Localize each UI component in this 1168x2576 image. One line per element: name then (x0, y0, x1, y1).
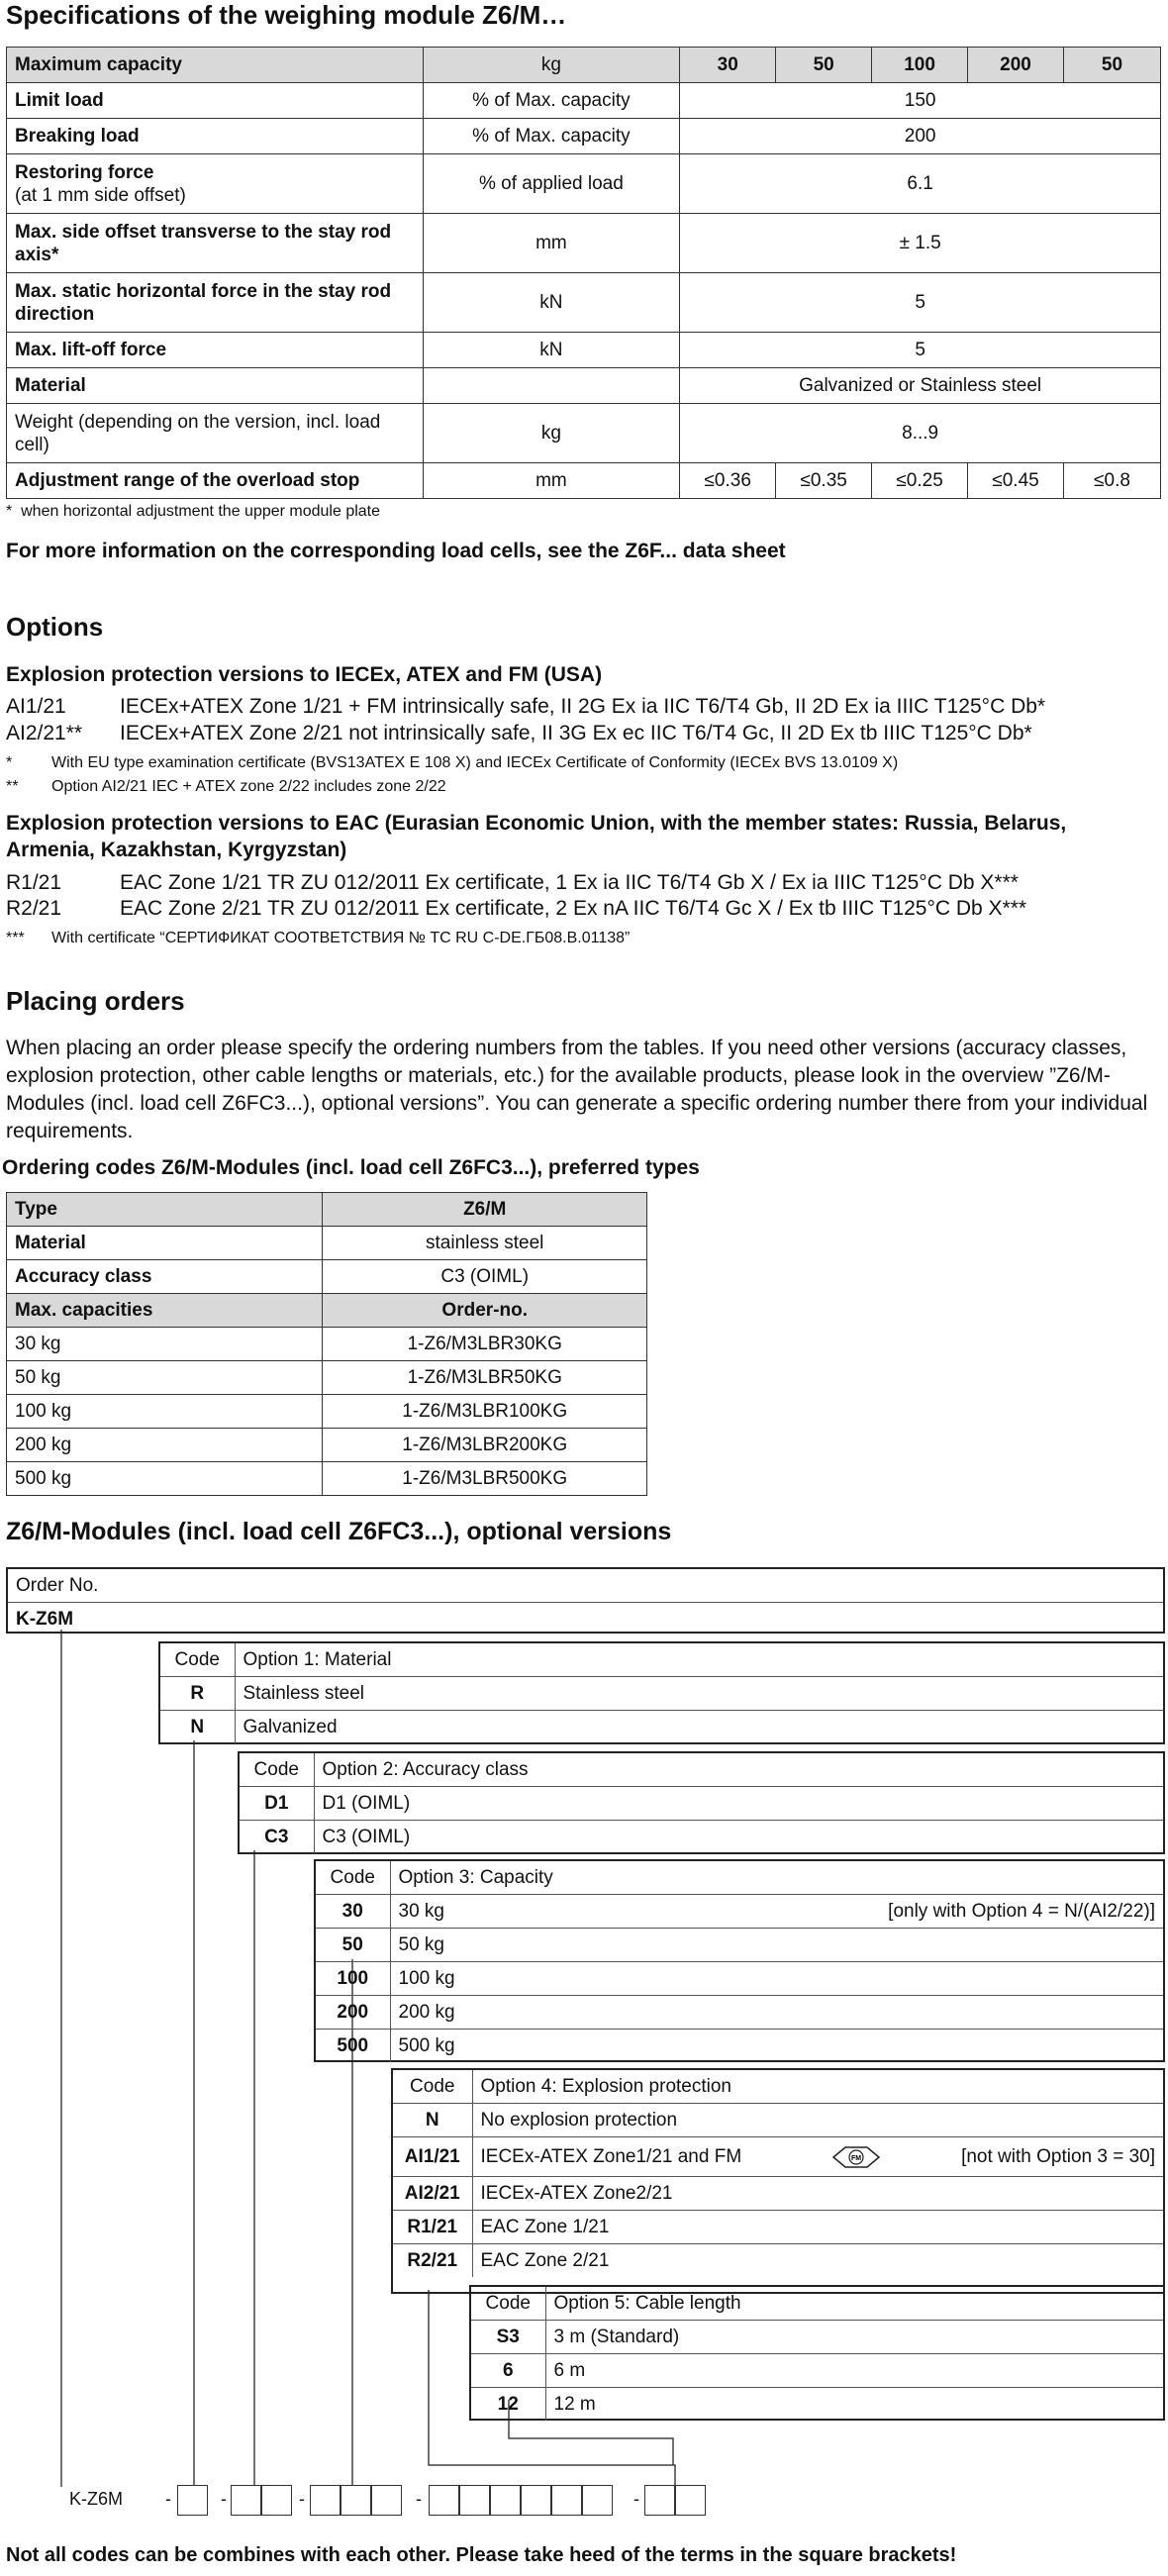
option-text: IECEx-ATEX Zone1/21 and FM (480, 2145, 742, 2167)
option-code: 100 (316, 1962, 390, 1996)
spec-label: Maximum capacity (7, 48, 424, 83)
note-text: With certificate “СЕРТИФИКАТ СООТВЕТСТВИЯ № ТС RU C-DE.ГБ08.B.01138” (51, 930, 631, 946)
order-cell: 1-Z6/M3LBR500KG (323, 1462, 647, 1496)
spec-unit: kN (423, 333, 680, 368)
option-code: D1 (240, 1787, 314, 1821)
cap-cell: 30 kg (7, 1328, 323, 1361)
spec-value: 5 (680, 333, 1161, 368)
cap-cell: 100 kg (7, 1395, 323, 1429)
order-label: Order-no. (323, 1294, 647, 1328)
spec-unit: mm (423, 463, 680, 499)
option-text: EAC Zone 1/21 (472, 2211, 1163, 2244)
option-code: 500 (316, 2030, 390, 2063)
option-text: IECEx+ATEX Zone 1/21 + FM intrinsically safe, II 2G Ex ia IIC T6/T4 Gb, II 2D Ex ia IIIC T125°C Db* (120, 695, 1046, 718)
builder-slot-ex-3[interactable] (490, 2485, 521, 2516)
option-note: [only with Option 4 = N/(AI2/22)] (888, 1900, 1155, 1922)
note-star: * (6, 754, 13, 771)
builder-label: K-Z6M (69, 2489, 123, 2509)
spec-value: ≤0.45 (968, 463, 1064, 499)
option-note: [not with Option 3 = 30] (961, 2145, 1155, 2167)
option4-box (391, 2068, 1165, 2294)
option-text: C3 (OIML) (314, 1821, 1163, 1854)
footnote-text: when horizontal adjustment the upper module plate (21, 503, 381, 520)
spec-label: Breaking load (7, 119, 424, 154)
note-star: *** (6, 930, 25, 946)
option-code: C3 (240, 1821, 314, 1854)
builder-slot-cable-2[interactable] (675, 2485, 706, 2516)
option5-title: Option 5: Cable length (545, 2287, 1163, 2321)
code-header: Code (160, 1643, 235, 1677)
option2-title: Option 2: Accuracy class (314, 1753, 1163, 1787)
option-text: 100 kg (390, 1962, 1163, 1996)
spec-unit: % of Max. capacity (423, 119, 680, 154)
spec-unit: mm (423, 214, 680, 273)
builder-slot-ex-5[interactable] (551, 2485, 582, 2516)
builder-slot-accuracy-2[interactable] (261, 2485, 292, 2516)
iecex-title: Explosion protection versions to IECEx, ATEX and FM (USA) (6, 663, 603, 686)
spec-value: 30 (680, 48, 776, 83)
order-cell: 1-Z6/M3LBR100KG (323, 1395, 647, 1429)
spec-value: 150 (680, 83, 1161, 119)
option-code: AI2/21** (6, 722, 83, 744)
option-code: AI1/21 (393, 2137, 472, 2177)
option-text: EAC Zone 2/21 TR ZU 012/2011 Ex certificate, 2 Ex nA IIC T6/T4 Gc X / Ex tb IIIC T125°C Db X*** (120, 897, 1027, 920)
option-code: R2/21 (393, 2244, 472, 2278)
builder-slot-ex-6[interactable] (582, 2485, 613, 2516)
spec-value: ≤0.25 (872, 463, 968, 499)
builder-slot-capacity-2[interactable] (341, 2485, 371, 2516)
order-cell: 1-Z6/M3LBR30KG (323, 1328, 647, 1361)
material-label: Material (7, 1227, 323, 1260)
spec-title: Specifications of the weighing module Z6/M… (6, 0, 567, 30)
builder-slot-capacity-1[interactable] (310, 2485, 341, 2516)
builder-slot-ex-4[interactable] (521, 2485, 551, 2516)
spec-value: 100 (872, 48, 968, 83)
type-value: Z6/M (323, 1193, 647, 1227)
option-code: 200 (316, 1996, 390, 2030)
spec-label: Restoring force (15, 161, 154, 183)
option-text: 12 m (545, 2388, 1163, 2422)
code-header: Code (240, 1753, 314, 1787)
option1-box (158, 1641, 1165, 1744)
optional-title: Z6/M-Modules (incl. load cell Z6FC3...), optional versions (6, 1518, 672, 1545)
option-code: R2/21 (6, 897, 62, 920)
option-code: S3 (471, 2321, 545, 2354)
material-value: stainless steel (323, 1227, 647, 1260)
option-text: IECEx-ATEX Zone2/21 (472, 2177, 1163, 2211)
fm-approval-icon (831, 2145, 881, 2175)
builder-dash: - (165, 2489, 171, 2509)
order-prefix: K-Z6M (8, 1603, 1163, 1636)
option-code: R (160, 1677, 235, 1711)
spec-unit: kg (423, 404, 680, 463)
option2-box (238, 1751, 1165, 1854)
spec-unit: % of applied load (423, 154, 680, 214)
fm-mark-text: FM (850, 2155, 861, 2162)
spec-value: 8...9 (680, 404, 1161, 463)
spec-label: Max. side offset transverse to the stay rod axis* (7, 214, 424, 273)
cap-cell: 500 kg (7, 1462, 323, 1496)
spec-label: Max. static horizontal force in the stay rod direction (7, 273, 424, 333)
more-info: For more information on the corresponding load cells, see the Z6F... data sheet (6, 540, 786, 562)
option-code: R1/21 (6, 871, 62, 894)
spec-label: Adjustment range of the overload stop (7, 463, 424, 499)
note-star: ** (6, 778, 19, 795)
cap-cell: 50 kg (7, 1361, 323, 1395)
spec-label: Material (7, 368, 424, 404)
option-text: IECEx+ATEX Zone 2/21 not intrinsically safe, II 3G Ex ec IIC T6/T4 Gc, II 2D Ex tb IIIC T125°C Db* (120, 722, 1032, 744)
spec-label: Weight (depending on the version, incl. load cell) (7, 404, 424, 463)
builder-slot-ex-2[interactable] (459, 2485, 490, 2516)
spec-unit: kN (423, 273, 680, 333)
builder-slot-cable-1[interactable] (644, 2485, 675, 2516)
builder-slot-material[interactable] (177, 2485, 208, 2516)
type-label: Type (7, 1193, 323, 1227)
option-code: R1/21 (393, 2211, 472, 2244)
option-text-cell (472, 2137, 1163, 2177)
spec-value: Galvanized or Stainless steel (680, 368, 1161, 404)
spec-value: ≤0.36 (680, 463, 776, 499)
option-text: 30 kg (398, 1900, 444, 1922)
note-text: With EU type examination certificate (BVS13ATEX E 108 X) and IECEx Certificate of Conformity (IECEx BVS 13.0109 X) (51, 754, 899, 771)
accuracy-label: Accuracy class (7, 1260, 323, 1294)
note-text: Option AI2/21 IEC + ATEX zone 2/22 includes zone 2/22 (51, 778, 446, 795)
options-title: Options (6, 612, 104, 642)
builder-dash: - (416, 2489, 422, 2509)
spec-value: ≤0.35 (776, 463, 872, 499)
spec-label: Max. lift-off force (7, 333, 424, 368)
builder-dash: - (221, 2489, 227, 2509)
builder-slot-capacity-3[interactable] (371, 2485, 402, 2516)
option-text: EAC Zone 2/21 (472, 2244, 1163, 2278)
placing-text: When placing an order please specify the ordering numbers from the tables. If you need other versions (accuracy classes, explosion protection, other cable lengths or materials, etc.) for the available products, please look in the overview ”Z6/M-Modules (incl. load cell Z6FC3...), optional versions”. You can generate a specific ordering number there from your individual requirements. (6, 1037, 1148, 1142)
spec-unit: kg (423, 48, 680, 83)
option3-title: Option 3: Capacity (390, 1861, 1163, 1895)
accuracy-value: C3 (OIML) (323, 1260, 647, 1294)
spec-value: ≤0.8 (1064, 463, 1161, 499)
code-header: Code (393, 2070, 472, 2104)
spec-value: 200 (968, 48, 1064, 83)
spec-unit: % of Max. capacity (423, 83, 680, 119)
option4-title: Option 4: Explosion protection (472, 2070, 1163, 2104)
option-text: 3 m (Standard) (545, 2321, 1163, 2354)
order-no-label: Order No. (8, 1569, 1163, 1603)
builder-slot-ex-1[interactable] (429, 2485, 459, 2516)
builder-dash: - (299, 2489, 305, 2509)
option-text: D1 (OIML) (314, 1787, 1163, 1821)
eac-title: Explosion protection versions to EAC (Eurasian Economic Union, with the member states: Russia, Belarus, Armenia, Kazakhstan, Kyrgyzstan) (6, 812, 1067, 861)
option3-box (314, 1859, 1165, 2062)
spec-value: 200 (680, 119, 1161, 154)
option-text: No explosion protection (472, 2104, 1163, 2137)
code-header: Code (316, 1861, 390, 1895)
spec-value: 50 (776, 48, 872, 83)
spec-value: 50 (1064, 48, 1161, 83)
option1-title: Option 1: Material (235, 1643, 1163, 1677)
option-text: 500 kg (390, 2030, 1163, 2063)
builder-dash: - (633, 2489, 639, 2509)
cap-cell: 200 kg (7, 1429, 323, 1462)
option-text: 6 m (545, 2354, 1163, 2388)
code-header: Code (471, 2287, 545, 2321)
option-text: EAC Zone 1/21 TR ZU 012/2011 Ex certificate, 1 Ex ia IIC T6/T4 Gb X / Ex ia IIIC T125°C Db X*** (120, 871, 1019, 894)
option-text-cell (390, 1895, 1163, 1929)
compatibility-warning: Not all codes can be combines with each other. Please take heed of the terms in the square brackets! (6, 2544, 957, 2566)
spec-value: 5 (680, 273, 1161, 333)
option-text: 200 kg (390, 1996, 1163, 2030)
preferred-title: Ordering codes Z6/M-Modules (incl. load cell Z6FC3...), preferred types (2, 1156, 700, 1179)
footnote-star: * (6, 503, 13, 520)
order-cell: 1-Z6/M3LBR200KG (323, 1429, 647, 1462)
option-code: N (393, 2104, 472, 2137)
option-text: Galvanized (235, 1711, 1163, 1744)
spec-sublabel: (at 1 mm side offset) (15, 184, 186, 206)
option-code: N (160, 1711, 235, 1744)
option-code: AI2/21 (393, 2177, 472, 2211)
option-text: 50 kg (390, 1929, 1163, 1962)
spec-value: 6.1 (680, 154, 1161, 214)
option-code: AI1/21 (6, 695, 66, 718)
spec-label: Limit load (7, 83, 424, 119)
option-text: Stainless steel (235, 1677, 1163, 1711)
order-no-box (6, 1567, 1165, 1634)
option-code: 12 (471, 2388, 545, 2422)
placing-title: Placing orders (6, 986, 185, 1016)
option-code: 50 (316, 1929, 390, 1962)
spec-value: ± 1.5 (680, 214, 1161, 273)
builder-slot-accuracy-1[interactable] (231, 2485, 261, 2516)
order-cell: 1-Z6/M3LBR50KG (323, 1361, 647, 1395)
cap-label: Max. capacities (7, 1294, 323, 1328)
option-code: 30 (316, 1895, 390, 1929)
option5-box (469, 2285, 1165, 2421)
option-code: 6 (471, 2354, 545, 2388)
